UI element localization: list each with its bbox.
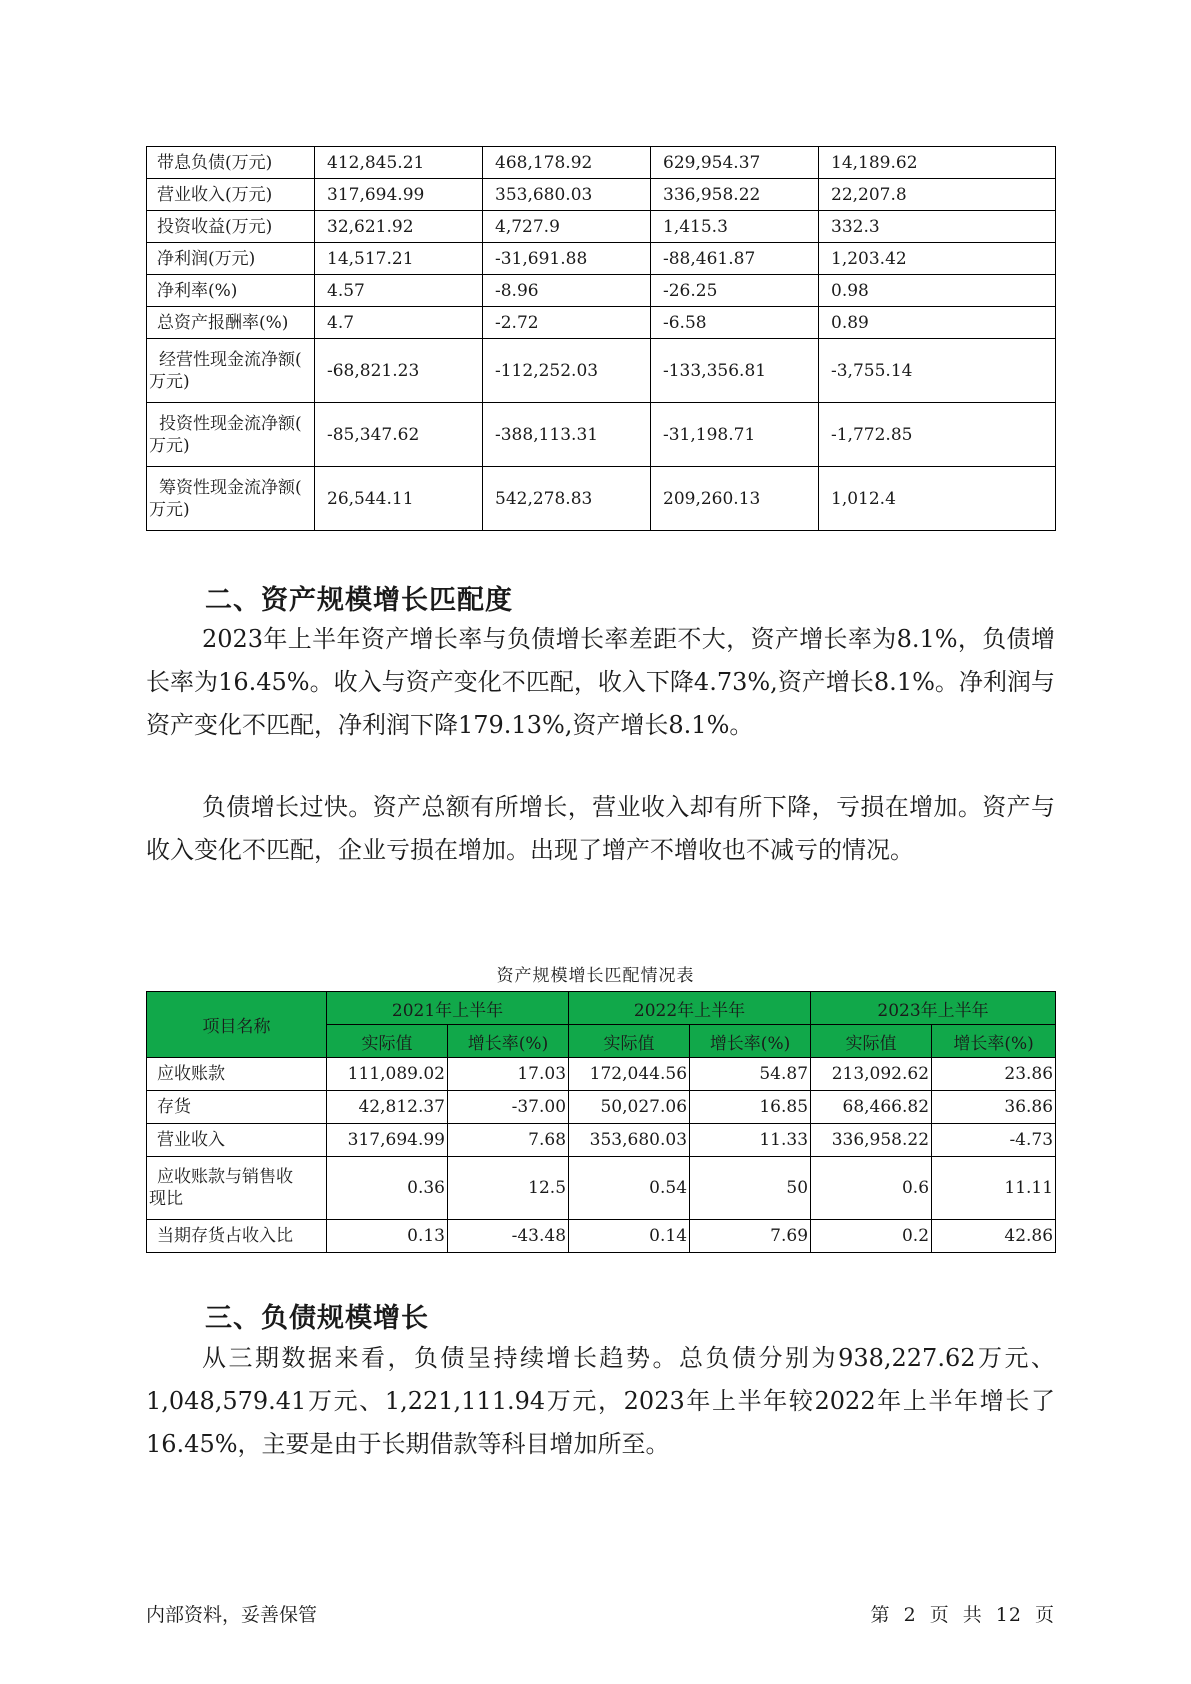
table-row — [147, 211, 1056, 243]
table-row — [147, 147, 1056, 179]
cell-value: 54.87 — [690, 1058, 811, 1091]
cell-value: 11.33 — [690, 1124, 811, 1157]
cell-value: 36.86 — [932, 1091, 1056, 1124]
row-label: 存货 — [147, 1091, 327, 1124]
cell-value: 4,727.9 — [483, 211, 651, 243]
cell-value: 317,694.99 — [315, 179, 483, 211]
table-header-row — [147, 992, 1056, 1025]
cell-value: 111,089.02 — [327, 1058, 448, 1091]
section-heading: 三、负债规模增长 — [205, 1303, 429, 1334]
table-row — [147, 307, 1056, 339]
paragraph: 2023年上半年资产增长率与负债增长率差距不大，资产增长率为8.1%，负债增长率为16.45%。收入与资产变化不匹配，收入下降4.73%,资产增长8.1%。净利润与资产变化不匹配，净利润下降179.13%,资产增长8.1%。 — [146, 625, 1055, 739]
cell-value: 7.69 — [690, 1220, 811, 1253]
cell-value: 68,466.82 — [811, 1091, 932, 1124]
row-label: 营业收入(万元) — [147, 179, 315, 211]
cell-value: 0.89 — [819, 307, 1056, 339]
cell-value: 4.57 — [315, 275, 483, 307]
cell-value: 26,544.11 — [315, 467, 483, 531]
table-row — [147, 339, 1056, 403]
asset-growth-match-table — [146, 991, 1056, 1253]
cell-value: 12.5 — [448, 1157, 569, 1220]
cell-value: 209,260.13 — [651, 467, 819, 531]
row-label: 营业收入 — [147, 1124, 327, 1157]
cell-value: -68,821.23 — [315, 339, 483, 403]
row-label: 投资收益(万元) — [147, 211, 315, 243]
paragraph: 从三期数据来看，负债呈持续增长趋势。总负债分别为938,227.62万元、1,048,579.41万元、1,221,111.94万元，2023年上半年较2022年上半年增长了16.45%，主要是由于长期借款等科目增加所至。 — [146, 1344, 1055, 1458]
table-row — [147, 243, 1056, 275]
cell-value: 0.36 — [327, 1157, 448, 1220]
row-label-line2: 万元) — [149, 371, 190, 392]
cell-value: 50 — [690, 1157, 811, 1220]
cell-value: 14,517.21 — [315, 243, 483, 275]
cell-value: 1,012.4 — [819, 467, 1056, 531]
table-row — [147, 179, 1056, 211]
table-row — [147, 1157, 1056, 1220]
cell-value: 0.14 — [569, 1220, 690, 1253]
paragraph: 负债增长过快。资产总额有所增长，营业收入却有所下降，亏损在增加。资产与收入变化不匹配，企业亏损在增加。出现了增产不增收也不减亏的情况。 — [146, 793, 1055, 864]
cell-value: 14,189.62 — [819, 147, 1056, 179]
row-label: 总资产报酬率(%) — [147, 307, 315, 339]
cell-value: 317,694.99 — [327, 1124, 448, 1157]
cell-value: -1,772.85 — [819, 403, 1056, 467]
cell-value: 213,092.62 — [811, 1058, 932, 1091]
cell-value: 16.85 — [690, 1091, 811, 1124]
row-label — [147, 1157, 327, 1220]
row-label-line2: 现比 — [149, 1189, 183, 1209]
column-header: 项目名称 — [147, 992, 327, 1058]
row-label: 净利润(万元) — [147, 243, 315, 275]
row-label: 带息负债(万元) — [147, 147, 315, 179]
cell-value: 4.7 — [315, 307, 483, 339]
table-row — [147, 1091, 1056, 1124]
period-header: 2022年上半年 — [569, 992, 811, 1025]
cell-value: 17.03 — [448, 1058, 569, 1091]
financial-summary-table — [146, 146, 1056, 531]
cell-value: 353,680.03 — [483, 179, 651, 211]
cell-value: 42,812.37 — [327, 1091, 448, 1124]
cell-value: 23.86 — [932, 1058, 1056, 1091]
row-label-line1: 投资性现金流净额( — [159, 413, 302, 434]
row-label — [147, 403, 315, 467]
cell-value: 332.3 — [819, 211, 1056, 243]
column-header: 增长率(%) — [448, 1025, 569, 1058]
cell-value: 11.11 — [932, 1157, 1056, 1220]
cell-value: -3,755.14 — [819, 339, 1056, 403]
cell-value: -8.96 — [483, 275, 651, 307]
table-row — [147, 1124, 1056, 1157]
row-label: 当期存货占收入比 — [147, 1220, 327, 1253]
column-header: 增长率(%) — [690, 1025, 811, 1058]
cell-value: 629,954.37 — [651, 147, 819, 179]
period-header: 2021年上半年 — [327, 992, 569, 1025]
cell-value: -31,198.71 — [651, 403, 819, 467]
cell-value: -26.25 — [651, 275, 819, 307]
cell-value: -85,347.62 — [315, 403, 483, 467]
row-label-line1: 应收账款与销售收 — [157, 1167, 293, 1187]
cell-value: 0.2 — [811, 1220, 932, 1253]
footer-confidential-note: 内部资料，妥善保管 — [146, 1604, 318, 1626]
cell-value: -43.48 — [448, 1220, 569, 1253]
row-label-line2: 万元) — [149, 435, 190, 456]
cell-value: 0.98 — [819, 275, 1056, 307]
column-header: 实际值 — [811, 1025, 932, 1058]
cell-value: 542,278.83 — [483, 467, 651, 531]
cell-value: 1,203.42 — [819, 243, 1056, 275]
cell-value: -388,113.31 — [483, 403, 651, 467]
cell-value: 1,415.3 — [651, 211, 819, 243]
cell-value: 336,958.22 — [651, 179, 819, 211]
cell-value: 0.6 — [811, 1157, 932, 1220]
column-header: 实际值 — [569, 1025, 690, 1058]
period-header: 2023年上半年 — [811, 992, 1056, 1025]
cell-value: -112,252.03 — [483, 339, 651, 403]
cell-value: -88,461.87 — [651, 243, 819, 275]
section-heading: 二、资产规模增长匹配度 — [205, 585, 513, 616]
cell-value: -6.58 — [651, 307, 819, 339]
column-header: 增长率(%) — [932, 1025, 1056, 1058]
row-label-line1: 经营性现金流净额( — [159, 349, 302, 370]
table-caption: 资产规模增长匹配情况表 — [496, 966, 695, 986]
cell-value: 50,027.06 — [569, 1091, 690, 1124]
row-label: 应收账款 — [147, 1058, 327, 1091]
cell-value: 0.13 — [327, 1220, 448, 1253]
page-number: 第 2 页 共 12 页 — [870, 1604, 1055, 1626]
cell-value: 42.86 — [932, 1220, 1056, 1253]
cell-value: 22,207.8 — [819, 179, 1056, 211]
cell-value: 412,845.21 — [315, 147, 483, 179]
cell-value: -133,356.81 — [651, 339, 819, 403]
table-row — [147, 1058, 1056, 1091]
row-label — [147, 467, 315, 531]
cell-value: -31,691.88 — [483, 243, 651, 275]
table-row — [147, 403, 1056, 467]
cell-value: 353,680.03 — [569, 1124, 690, 1157]
table-row — [147, 1220, 1056, 1253]
row-label: 净利率(%) — [147, 275, 315, 307]
table-row — [147, 467, 1056, 531]
cell-value: -37.00 — [448, 1091, 569, 1124]
cell-value: -2.72 — [483, 307, 651, 339]
cell-value: 0.54 — [569, 1157, 690, 1220]
cell-value: 336,958.22 — [811, 1124, 932, 1157]
cell-value: 468,178.92 — [483, 147, 651, 179]
cell-value: 32,621.92 — [315, 211, 483, 243]
cell-value: 7.68 — [448, 1124, 569, 1157]
cell-value: 172,044.56 — [569, 1058, 690, 1091]
row-label-line1: 筹资性现金流净额( — [159, 477, 302, 498]
column-header: 实际值 — [327, 1025, 448, 1058]
cell-value: -4.73 — [932, 1124, 1056, 1157]
row-label — [147, 339, 315, 403]
table-row — [147, 275, 1056, 307]
row-label-line2: 万元) — [149, 499, 190, 520]
